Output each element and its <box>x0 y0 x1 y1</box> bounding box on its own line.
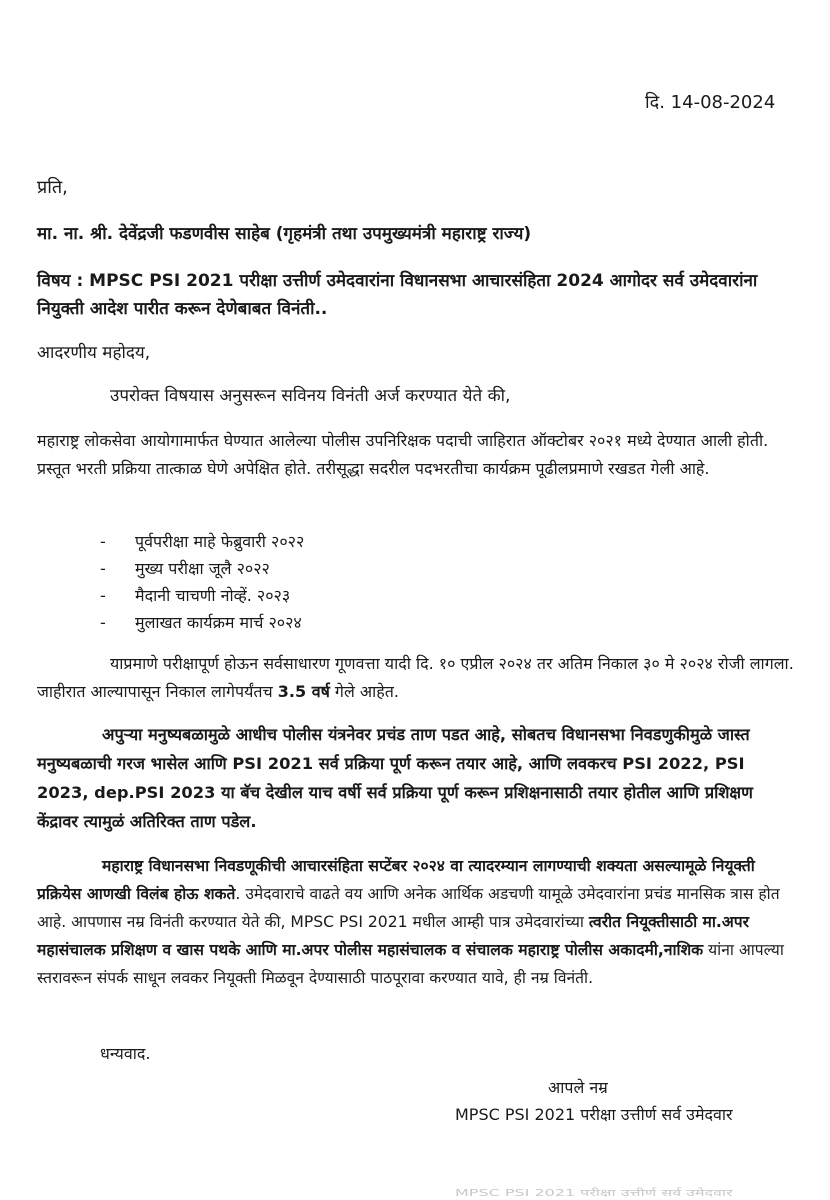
list-item: - पूर्वपरीक्षा माहे फेब्रुवारी २०२२ <box>100 532 305 551</box>
bleed-through-text: MPSC PSI 2021 परीक्षा उत्तीर्ण सर्व उमेदवार <box>455 1187 733 1199</box>
body-paragraph-3: अपुऱ्या मनुष्यबळामुळे आधीच पोलीस यंत्रनेवर प्रचंड ताण पडत आहे, सोबतच विधानसभा निवडणुकीमुळे जास्त मनुष्यबळाची गरज भासेल आणि PSI 2021 सर्व प्रक्रिया पूर्ण करून तयार आहे, आणि लवकरच PSI 2022, PSI 2023, dep.PSI 2023 या बॅच देखील याच वर्षी सर्व प्रक्रिया पूर्ण करून प्रशिक्षनासाठी तयार होतील आणि प्रशिक्षण केंद्रावर त्यामुळं अतिरिक्त ताण पडेल. <box>37 725 753 831</box>
body-paragraph-2: याप्रमाणे परीक्षापूर्ण होऊन सर्वसाधारण गूणवत्ता यादी दि. १० एप्रील २०२४ तर अतिम निकाल ३० मे २०२४ रोजी लागला. जाहीरात आल्यापासून निकाल लागेपर्यंतच 3.5 वर्ष गेले आहेत. <box>37 654 794 701</box>
subject-line: विषय : MPSC PSI 2021 परीक्षा उत्तीर्ण उमेदवारांना विधानसभा आचारसंहिता 2024 आगोदर सर्व उमेदवारांना नियुक्ती आदेश पारीत करून देणेबाबत विनंती.. <box>37 271 758 319</box>
body-paragraph-1: महाराष्ट्र लोकसेवा आयोगामार्फत घेण्यात आलेल्या पोलीस उपनिरिक्षक पदाची जाहिरात ऑक्टोबर २०२१ मध्ये देण्यात आली होती. प्रस्तूत भरती प्रक्रिया तात्काळ घेणे अपेक्षित होते. तरीसूद्धा सदरील पदभरतीचा कार्यक्रम पूढीलप्रमाणे रखडत गेली आहे. <box>37 431 769 478</box>
list-item: - मुख्य परीक्षा जूलै २०२२ <box>100 559 270 578</box>
letter-date: दि. 14-08-2024 <box>645 92 776 113</box>
salutation-to: प्रति, <box>37 177 68 198</box>
thanks-line: धन्यवाद. <box>100 1044 151 1063</box>
signature-line: MPSC PSI 2021 परीक्षा उत्तीर्ण सर्व उमेदवार <box>455 1105 733 1124</box>
intro-line: उपरोक्त विषयास अनुसरून सविनय विनंती अर्ज करण्यात येते की, <box>110 386 511 406</box>
recipient-line: मा. ना. श्री. देवेंद्रजी फडणवीस साहेब (गृहमंत्री तथा उपमुख्यमंत्री महाराष्ट्र राज्य) <box>37 224 532 244</box>
list-item: - मुलाखत कार्यक्रम मार्च २०२४ <box>100 613 302 632</box>
timeline-list <box>100 528 304 636</box>
list-item: - मैदानी चाचणी नोव्हें. २०२३ <box>100 586 291 605</box>
closing-line: आपले नम्र <box>548 1078 608 1097</box>
salutation: आदरणीय महोदय, <box>37 343 151 363</box>
body-paragraph-4: महाराष्ट्र विधानसभा निवडणूकीची आचारसंहिता सप्टेंबर २०२४ वा त्यादरम्यान लागण्याची शक्यता असल्यामूळे नियूक्ती प्रक्रियेस आणखी विलंब होऊ शकते. उमेदवाराचे वाढते वय आणि अनेक आर्थिक अडचणी यामूळे उमेदवारांना प्रचंड मानसिक त्रास होत आहे. आपणास नम्र विनंती करण्यात येते की, MPSC PSI 2021 मधील आम्ही पात्र उमेदवारांच्या त्वरीत नियूक्तीसाठी मा.अपर महासंचालक प्रशिक्षण व खास पथके आणि मा.अपर पोलीस महासंचालक व संचालक महाराष्ट्र पोलीस अकादमी,नाशिक यांना आपल्या स्तरावरून संपर्क साधून लवकर नियूक्ती मिळवून देण्यासाठी पाठपूरावा करण्यात यावे, ही नम्र विनंती. <box>37 857 784 987</box>
